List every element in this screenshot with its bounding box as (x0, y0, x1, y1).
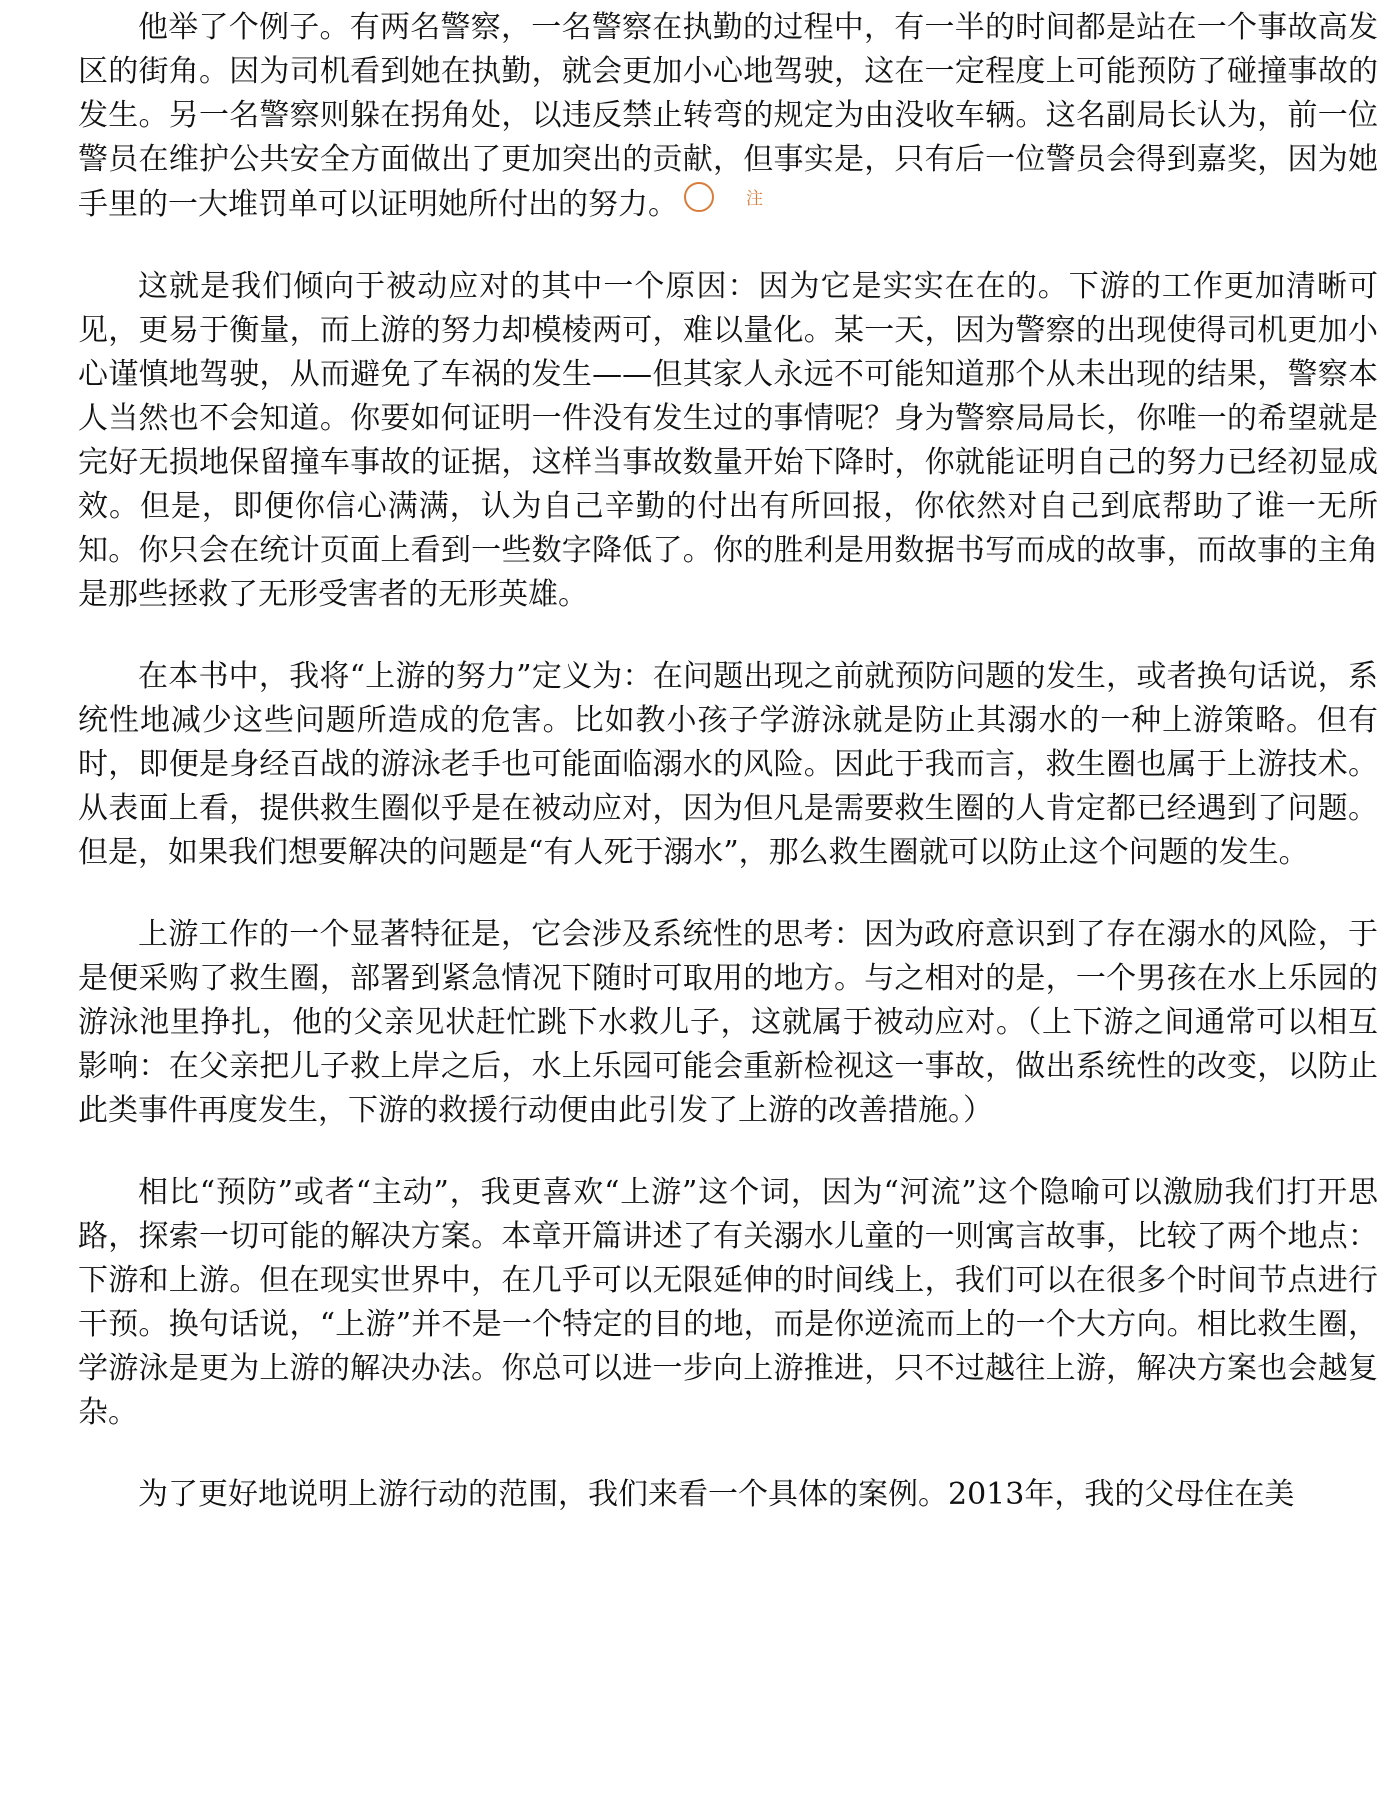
paragraph-2: 这就是我们倾向于被动应对的其中一个原因：因为它是实实在在的。下游的工作更加清晰可见，更易于衡量，而上游的努力却模棱两可，难以量化。某一天，因为警察的出现使得司机更加小心谨慎地驾驶，从而避免了车祸的发生——但其家人永远不可能知道那个从未出现的结果，警察本人当然也不会知道。你要如何证明一件没有发生过的事情呢？身为警察局局长，你唯一的希望就是完好无损地保留撞车事故的证据，这样当事故数量开始下降时，你就能证明自己的努力已经初显成效。但是，即便你信心满满，认为自己辛勤的付出有所回报，你依然对自己到底帮助了谁一无所知。你只会在统计页面上看到一些数字降低了。你的胜利是用数据书写而成的故事，而故事的主角是那些拯救了无形受害者的无形英雄。 (78, 269, 1378, 612)
paragraph-4: 上游工作的一个显著特征是，它会涉及系统性的思考：因为政府意识到了存在溺水的风险，于是便采购了救生圈，部署到紧急情况下随时可取用的地方。与之相对的是，一个男孩在水上乐园的游泳池里挣扎，他的父亲见状赶忙跳下水救儿子，这就属于被动应对。（上下游之间通常可以相互影响：在父亲把儿子救上岸之后，水上乐园可能会重新检视这一事故，做出系统性的改变，以防止此类事件再度发生，下游的救援行动便由此引发了上游的改善措施。） (78, 917, 1378, 1128)
paragraph-5: 相比“预防”或者“主动”，我更喜欢“上游”这个词，因为“河流”这个隐喻可以激励我们打开思路，探索一切可能的解决方案。本章开篇讲述了有关溺水儿童的一则寓言故事，比较了两个地点：下游和上游。但在现实世界中，在几乎可以无限延伸的时间线上，我们可以在很多个时间节点进行干预。换句话说，“上游”并不是一个特定的目的地，而是你逆流而上的一个大方向。相比救生圈，学游泳是更为上游的解决办法。你总可以进一步向上游推进，只不过越往上游，解决方案也会越复杂。 (78, 1175, 1378, 1430)
document-page (78, 0, 1378, 1517)
paragraph-1-text: 他举了个例子。有两名警察，一名警察在执勤的过程中，有一半的时间都是站在一个事故高发区的街角。因为司机看到她在执勤，就会更加小心地驾驶，这在一定程度上可能预防了碰撞事故的发生。另一名警察则躲在拐角处，以违反禁止转弯的规定为由没收车辆。这名副局长认为，前一位警员在维护公共安全方面做出了更加突出的贡献，但事实是，只有后一位警员会得到嘉奖，因为她手里的一大堆罚单可以证明她所付出的努力。 (78, 10, 1378, 222)
paragraph-3: 在本书中，我将“上游的努力”定义为：在问题出现之前就预防问题的发生，或者换句话说，系统性地减少这些问题所造成的危害。比如教小孩子学游泳就是防止其溺水的一种上游策略。但有时，即便是身经百战的游泳老手也可能面临溺水的风险。因此于我而言，救生圈也属于上游技术。从表面上看，提供救生圈似乎是在被动应对，因为但凡是需要救生圈的人肯定都已经遇到了问题。但是，如果我们想要解决的问题是“有人死于溺水”，那么救生圈就可以防止这个问题的发生。 (78, 659, 1378, 870)
paragraph-1 (78, 0, 1378, 227)
paragraph-6: 为了更好地说明上游行动的范围，我们来看一个具体的案例。2013年，我的父母住在美 (138, 1477, 1295, 1512)
footnote-marker[interactable]: 注 (684, 182, 714, 212)
